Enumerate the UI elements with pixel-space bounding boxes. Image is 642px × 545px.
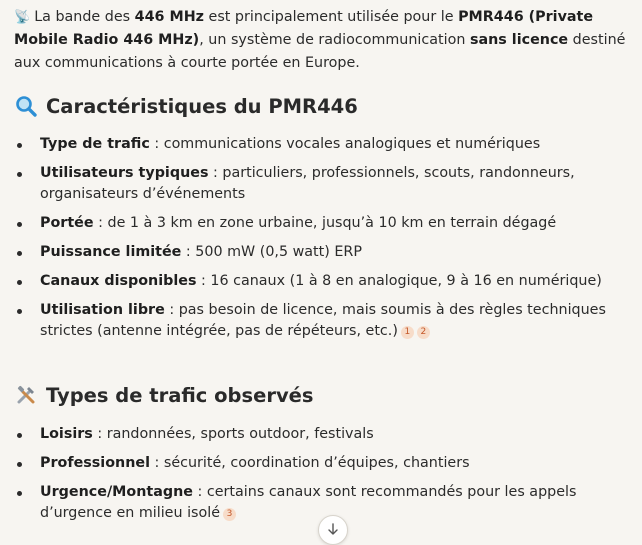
item-text: : 500 mW (0,5 watt) ERP (181, 244, 362, 260)
tools-icon (14, 383, 38, 407)
item-text: : pas besoin de licence, mais soumis à des règles techniques strictes (antenne intégrée, pas de répéteurs, etc.) (40, 302, 606, 339)
list-item (0, 482, 642, 524)
item-label: Type de trafic (40, 136, 150, 152)
citation-badge[interactable]: 1 (401, 326, 414, 339)
list-item (0, 453, 642, 474)
section-title: Types de trafic observés (46, 383, 314, 407)
item-text: : certains canaux sont recommandés pour les appels d’urgence en milieu isolé (40, 484, 577, 521)
magnifier-icon (14, 94, 38, 118)
list-item (0, 424, 642, 445)
item-text: : randonnées, sports outdoor, festivals (92, 426, 374, 442)
list-item (0, 134, 642, 155)
bullet-icon (17, 433, 22, 438)
list-item (0, 163, 642, 205)
bullet-icon (17, 172, 22, 177)
list-item (0, 242, 642, 263)
item-label: Canaux disponibles (40, 273, 197, 289)
characteristics-list (0, 134, 642, 350)
arrow-down-icon (326, 521, 340, 540)
item-label: Portée (40, 215, 94, 231)
section-heading-traffic-types (0, 380, 328, 410)
list-item (0, 213, 642, 234)
item-label: Urgence/Montagne (40, 484, 193, 500)
citation-badge[interactable]: 2 (417, 326, 430, 339)
item-label: Loisirs (40, 426, 93, 442)
bullet-icon (17, 251, 22, 256)
bullet-icon (17, 491, 22, 496)
bullet-icon (17, 143, 22, 148)
item-label: Utilisation libre (40, 302, 165, 318)
scroll-down-button[interactable] (318, 515, 348, 545)
bullet-icon (17, 222, 22, 227)
item-text: : particuliers, professionnels, scouts, randonneurs, organisateurs d’événements (40, 165, 575, 202)
item-text: : de 1 à 3 km en zone urbaine, jusqu’à 10 km en terrain dégagé (93, 215, 557, 231)
section-title: Caractéristiques du PMR446 (46, 94, 358, 118)
bullet-icon (17, 462, 22, 467)
item-text: : sécurité, coordination d’équipes, chantiers (149, 455, 470, 471)
list-item (0, 271, 642, 292)
item-label: Professionnel (40, 455, 150, 471)
list-item (0, 300, 642, 342)
section-heading-characteristics (0, 91, 372, 121)
item-text: : communications vocales analogiques et numériques (149, 136, 541, 152)
satellite-antenna-icon: 📡 (14, 10, 31, 25)
item-label: Puissance limitée (40, 244, 182, 260)
bullet-icon (17, 280, 22, 285)
intro-paragraph: 📡 La bande des 446 MHz est principalement utilisée pour le PMR446 (Private Mobile Radio 446 MHz), un système de radiocommunication sans licence destiné aux communications à courte portée en Europe. (14, 9, 626, 71)
item-text: : 16 canaux (1 à 8 en analogique, 9 à 16 en numérique) (196, 273, 602, 289)
bullet-icon (17, 309, 22, 314)
traffic-types-list (0, 424, 642, 532)
item-label: Utilisateurs typiques (40, 165, 209, 181)
citation-badge[interactable]: 3 (223, 508, 236, 521)
